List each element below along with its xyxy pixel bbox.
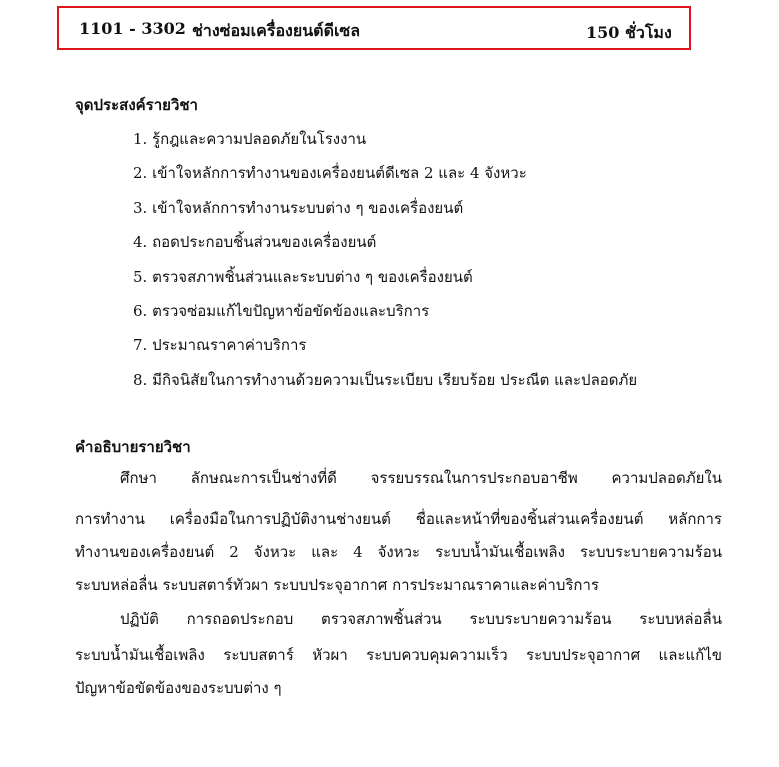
course-hours: 150 ชั่วโมง xyxy=(586,23,672,42)
description-line: ศึกษา ลักษณะการเป็นช่างที่ดี จรรยบรรณในการประกอบอาชีพ ความปลอดภัยใน xyxy=(120,469,722,487)
course-code: 1101 - 3302 xyxy=(79,19,186,38)
objective-item-5: 5. ตรวจสภาพชิ้นส่วนและระบบต่าง ๆ ของเครื่องยนต์ xyxy=(133,267,473,286)
objective-item-4: 4. ถอดประกอบชิ้นส่วนของเครื่องยนต์ xyxy=(133,233,377,252)
description-heading: คำอธิบายรายวิชา xyxy=(75,438,191,456)
description-line: ระบบหล่อลื่น ระบบสตาร์ทัวผา ระบบประจุอากาศ การประมาณราคาและค่าบริการ xyxy=(75,576,599,594)
objective-item-8: 8. มีกิจนิสัยในการทำงานด้วยความเป็นระเบียบ เรียบร้อย ประณีต และปลอดภัย xyxy=(133,370,638,389)
objectives-heading: จุดประสงค์รายวิชา xyxy=(75,96,198,114)
description-line: ระบบน้ำมันเชื้อเพลิง ระบบสตาร์ หัวผา ระบบควบคุมความเร็ว ระบบประจุอากาศ และแก้ไข xyxy=(75,646,722,664)
description-line: การทำงาน เครื่องมือในการปฏิบัติงานช่างยนต์ ชื่อและหน้าที่ของชิ้นส่วนเครื่องยนต์ หลักการ xyxy=(75,510,722,528)
description-line: ปัญหาข้อขัดข้องของระบบต่าง ๆ xyxy=(75,679,282,697)
description-line: ปฏิบัติ การถอดประกอบ ตรวจสภาพชิ้นส่วน ระบบระบายความร้อน ระบบหล่อลื่น xyxy=(120,610,722,628)
description-line: ทำงานของเครื่องยนต์ 2 จังหวะ และ 4 จังหวะ ระบบน้ำมันเชื้อเพลิง ระบบระบายความร้อน xyxy=(75,543,722,561)
course-title: ช่างซ่อมเครื่องยนต์ดีเซล xyxy=(192,21,361,40)
course-header-box xyxy=(57,6,691,50)
objectives-list xyxy=(133,126,637,401)
objective-item-7: 7. ประมาณราคาค่าบริการ xyxy=(133,336,307,355)
objective-item-6: 6. ตรวจซ่อมแก้ไขปัญหาข้อขัดข้องและบริการ xyxy=(133,301,430,320)
objective-item-1: 1. รู้กฎและความปลอดภัยในโรงงาน xyxy=(133,130,367,148)
objective-item-2: 2. เข้าใจหลักการทำงานของเครื่องยนต์ดีเซล 2 และ 4 จังหวะ xyxy=(133,164,527,183)
objective-item-3: 3. เข้าใจหลักการทำงานระบบต่าง ๆ ของเครื่องยนต์ xyxy=(133,198,464,217)
